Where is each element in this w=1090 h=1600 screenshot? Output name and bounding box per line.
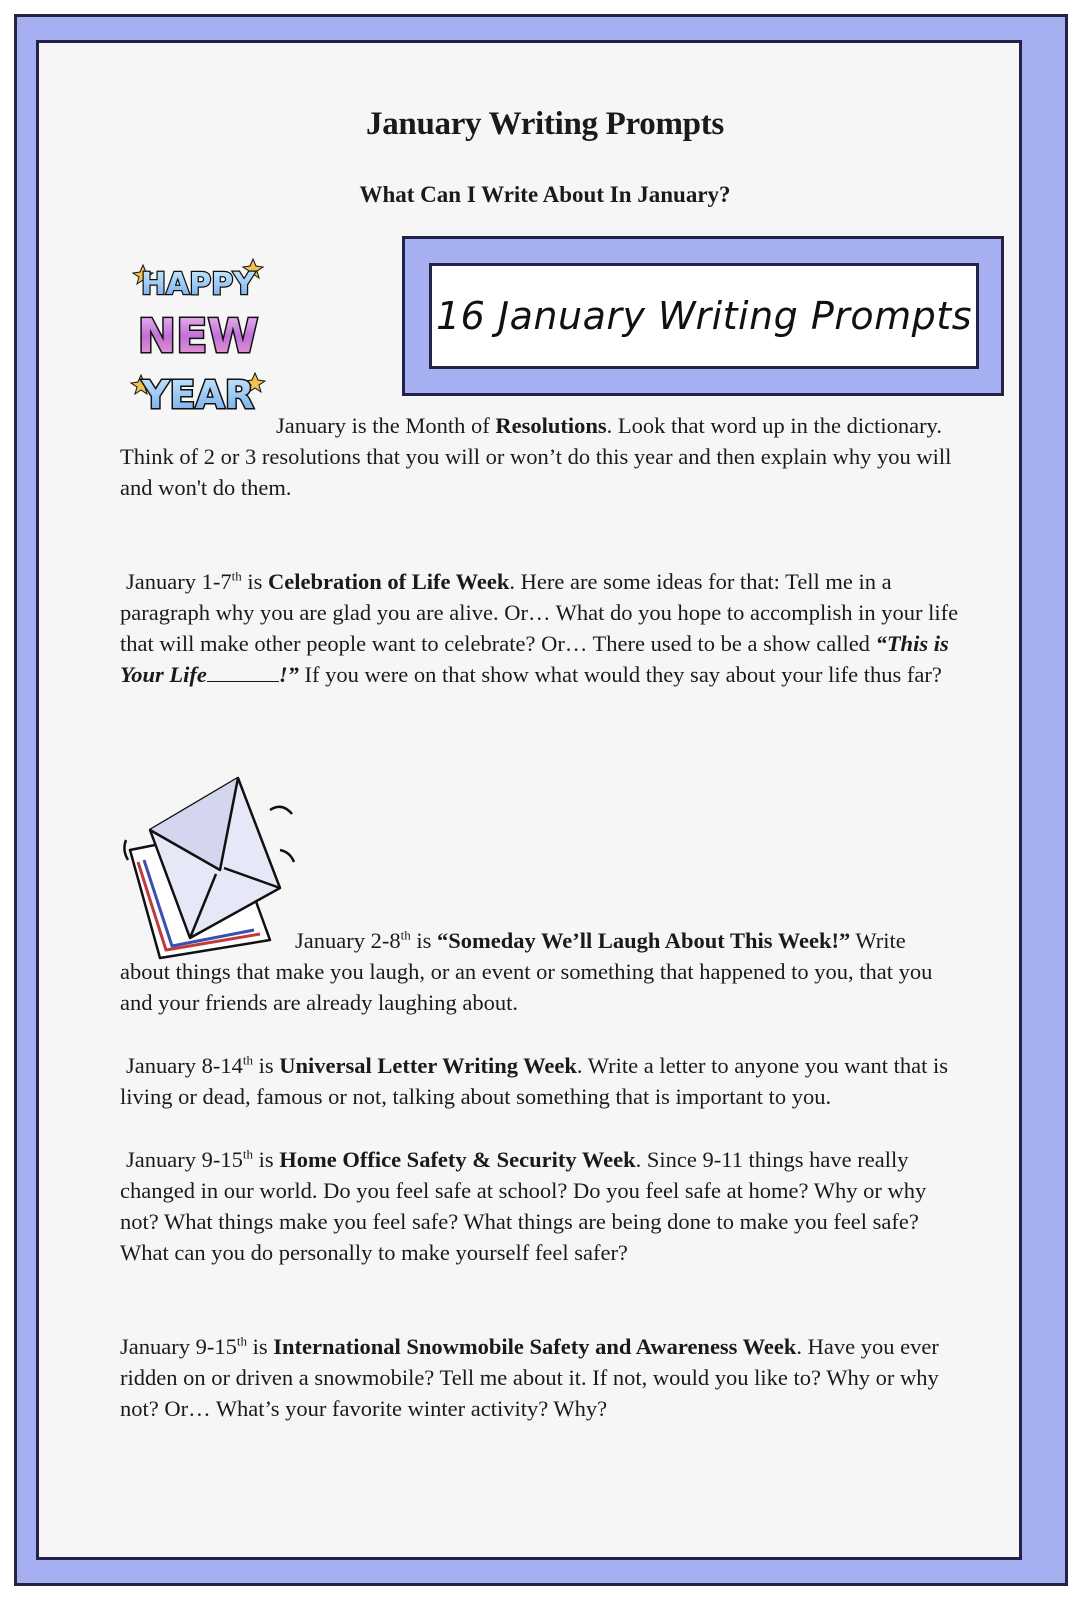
prompt-body: . Look that word up in the dictionary. Think of 2 or 3 resolutions that you will or won’t do this year and then explain why you will and won't do them. — [120, 413, 952, 500]
prompt-snowmobile-safety — [120, 1331, 960, 1424]
banner-frame — [402, 236, 1004, 396]
page-title: January Writing Prompts — [366, 106, 724, 142]
prompt-date-suffix: th — [231, 568, 242, 584]
prompt-lead: January is the Month of — [276, 413, 496, 438]
prompt-date: January 9-15 — [120, 1334, 237, 1359]
prompt-topic: Universal Letter Writing Week — [279, 1053, 577, 1078]
prompt-show-title-end: !” — [278, 662, 299, 687]
prompt-celebration-of-life — [120, 566, 960, 690]
prompt-is: is — [241, 569, 268, 594]
prompt-date: January 9-15 — [126, 1147, 243, 1172]
prompt-date-suffix: th — [242, 1052, 253, 1068]
prompt-body: . Here are some ideas for that: Tell me in a paragraph why you are glad you are alive. Or… What do you hope to accomplish in your life that will make other people want to celebrate? Or… There used to be a show called — [120, 569, 959, 656]
banner-title: 16 January Writing Prompts — [429, 263, 979, 369]
prompt-is: is — [410, 928, 437, 953]
prompt-date-suffix: th — [236, 1333, 247, 1349]
new-year-line1: HAPPY — [140, 267, 256, 302]
happy-new-year-icon — [128, 252, 268, 422]
prompt-topic: Celebration of Life Week — [267, 569, 510, 594]
new-year-line3: YEAR — [141, 373, 255, 417]
prompt-topic: Resolutions — [495, 413, 607, 438]
prompt-body: . Since 9-11 things have really changed in our world. Do you feel safe at school? Do you feel safe at home? Why or why not? What things make you feel safe? What things are being done to make you feel safe? What can you do personally to make yourself feel safer? — [120, 1147, 927, 1265]
prompt-date: January 1-7 — [126, 569, 232, 594]
new-year-line2: NEW — [137, 309, 259, 363]
prompt-is: is — [252, 1053, 280, 1078]
prompt-date: January 2-8 — [295, 928, 401, 953]
page-subtitle: What Can I Write About In January? — [359, 182, 731, 207]
prompt-date-suffix: th — [242, 1146, 253, 1162]
prompt-someday-laugh — [120, 925, 960, 1018]
prompt-show-title-start: “This is Your Life — [120, 631, 949, 687]
prompt-is: is — [246, 1334, 274, 1359]
prompt-topic: International Snowmobile Safety and Awareness Week — [273, 1334, 797, 1359]
fill-in-blank — [207, 663, 279, 682]
prompt-date-suffix: th — [400, 927, 411, 943]
prompt-body: . Have you ever ridden on or driven a snowmobile? Tell me about it. If not, would you like to? Why or why not? Or… What’s your favorite winter activity? Why? — [120, 1334, 939, 1421]
prompt-is: is — [252, 1147, 280, 1172]
prompt-body: Write about things that make you laugh, or an event or something that happened to you, that you and your friends are already laughing about. — [120, 928, 933, 1015]
prompt-topic: Home Office Safety & Security Week — [279, 1147, 636, 1172]
prompt-body: . Write a letter to anyone you want that is living or dead, famous or not, talking about something that is important to you. — [120, 1053, 948, 1109]
prompt-letter-writing — [120, 1050, 960, 1112]
prompt-topic: “Someday We’ll Laugh About This Week!” — [436, 928, 851, 953]
prompt-resolutions — [120, 410, 960, 503]
prompt-date: January 8-14 — [126, 1053, 243, 1078]
prompt-body-continued: If you were on that show what would they say about your life thus far? — [298, 662, 942, 687]
prompt-home-office-safety — [120, 1144, 960, 1268]
